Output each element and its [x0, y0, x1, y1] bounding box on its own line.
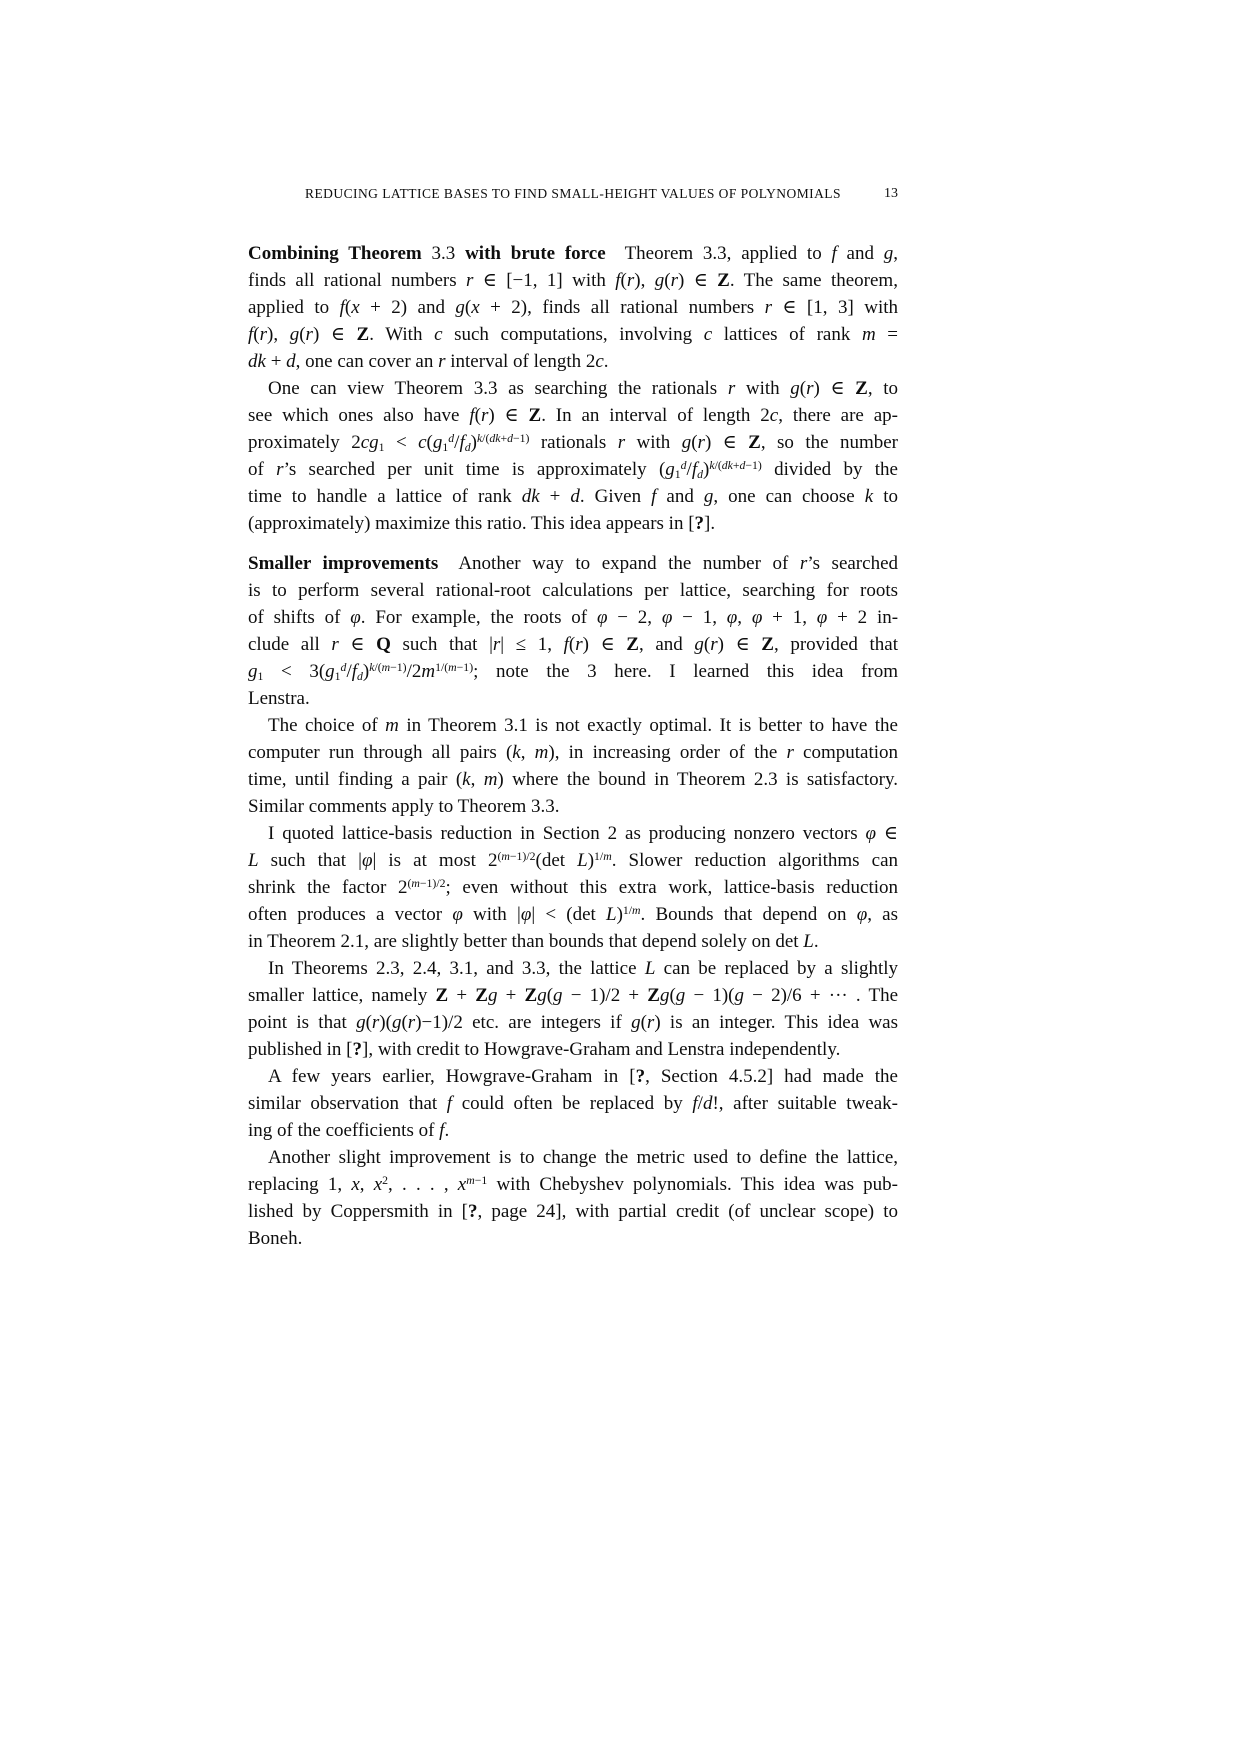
paragraph-searching-rationals	[248, 375, 898, 537]
text-line: of r’s searched per unit time is approximately $(g_1^d/f_d)^{k/(dk+d-1)}$ divided by the	[248, 458, 898, 482]
text-line: replacing 1, x, $x^2$, . . . , $x^{m-1}$ with Chebyshev polynomials. This idea was pub-	[248, 1173, 898, 1195]
paragraph-smaller-improvements	[248, 550, 898, 712]
text-line: Similar comments apply to Theorem 3.3.	[248, 796, 560, 817]
text-line: computer run through all pairs (k, m), in increasing order of the r computation	[248, 742, 898, 763]
text-line: $g_1 < 3(g_1^d/f_d)^{k/(m-1)}/2m^{1/(m-1)}$; note the 3 here. I learned this idea from	[248, 660, 898, 684]
text-line: published in [?], with credit to Howgrave-Graham and Lenstra independently.	[248, 1039, 841, 1060]
running-header	[248, 186, 898, 202]
running-title: REDUCING LATTICE BASES TO FIND SMALL-HEIGHT VALUES OF POLYNOMIALS	[305, 186, 841, 201]
text-line: see which ones also have f(r) ∈ Z. In an interval of length 2c, there are ap-	[248, 405, 898, 426]
text-line: similar observation that f could often be replaced by f/d!, after suitable tweak-	[248, 1093, 898, 1114]
text-line: dk + d, one can cover an r interval of length 2c.	[248, 351, 609, 372]
text-line: A few years earlier, Howgrave-Graham in [?, Section 4.5.2] had made the	[268, 1066, 898, 1087]
text-line: One can view Theorem 3.3 as searching the rationals r with g(r) ∈ Z, to	[268, 378, 898, 399]
paragraph-combining-theorem	[248, 240, 898, 375]
text-line: shrink the factor $2^{(m-1)/2}$; even without this extra work, lattice-basis reduction	[248, 876, 898, 898]
text-line: Smaller improvements Another way to expand the number of r’s searched	[248, 553, 898, 574]
text-line: ing of the coefficients of f.	[248, 1120, 450, 1141]
text-line: point is that g(r)(g(r)−1)/2 etc. are integers if g(r) is an integer. This idea was	[248, 1012, 898, 1033]
text-line: is to perform several rational-root calculations per lattice, searching for roots	[248, 580, 898, 601]
text-line: The choice of m in Theorem 3.1 is not exactly optimal. It is better to have the	[268, 715, 898, 736]
text-line: in Theorem 2.1, are slightly better than bounds that depend solely on det L.	[248, 931, 819, 952]
text-line: Lenstra.	[248, 688, 310, 709]
text-line: applied to f(x + 2) and g(x + 2), finds all rational numbers r ∈ [1, 3] with	[248, 297, 898, 318]
paragraph-chebyshev-improvement	[248, 1144, 898, 1252]
paragraph-choice-of-m	[248, 712, 898, 820]
text-line: Boneh.	[248, 1228, 303, 1249]
paragraph-lattice-basis-reduction	[248, 820, 898, 955]
text-line: time, until finding a pair (k, m) where the bound in Theorem 2.3 is satisfactory.	[248, 769, 898, 790]
paragraph-smaller-lattice	[248, 955, 898, 1063]
text-line: Another slight improvement is to change the metric used to define the lattice,	[268, 1147, 898, 1168]
text-line: f(r), g(r) ∈ Z. With c such computations, involving c lattices of rank m =	[248, 324, 898, 345]
page-body	[248, 240, 898, 1252]
text-line: lished by Coppersmith in [?, page 24], with partial credit (of unclear scope) to	[248, 1201, 898, 1222]
text-line: (approximately) maximize this ratio. This idea appears in [?].	[248, 513, 716, 534]
text-line: of shifts of φ. For example, the roots of φ − 2, φ − 1, φ, φ + 1, φ + 2 in-	[248, 607, 898, 628]
text-line: proximately $2cg_1 < c(g_1^d/f_d)^{k/(dk+d-1)}$ rationals r with g(r) ∈ Z, so the number	[248, 431, 898, 455]
text-line: often produces a vector φ with |φ| < (det L)$^{1/m}$. Bounds that depend on φ, as	[248, 903, 898, 925]
text-line: I quoted lattice-basis reduction in Section 2 as producing nonzero vectors φ ∈	[268, 823, 898, 844]
text-line: In Theorems 2.3, 2.4, 3.1, and 3.3, the lattice L can be replaced by a slightly	[268, 958, 898, 979]
text-line: Combining Theorem 3.3 with brute force Theorem 3.3, applied to f and g,	[248, 243, 898, 264]
text-line: smaller lattice, namely Z + Zg + Zg(g − 1)/2 + Zg(g − 1)(g − 2)/6 + ··· . The	[248, 985, 898, 1006]
text-line: finds all rational numbers r ∈ [−1, 1] with f(r), g(r) ∈ Z. The same theorem,	[248, 270, 898, 291]
page-number: 13	[884, 186, 898, 201]
text-line: L such that |φ| is at most $2^{(m-1)/2}(\det$ L)$^{1/m}$. Slower reduction algorithms can	[248, 849, 898, 871]
text-line: clude all r ∈ Q such that |r| ≤ 1, f(r) ∈ Z, and g(r) ∈ Z, provided that	[248, 634, 898, 655]
paragraph-howgrave-graham-observation	[248, 1063, 898, 1144]
text-line: time to handle a lattice of rank dk + d. Given f and g, one can choose k to	[248, 486, 898, 507]
